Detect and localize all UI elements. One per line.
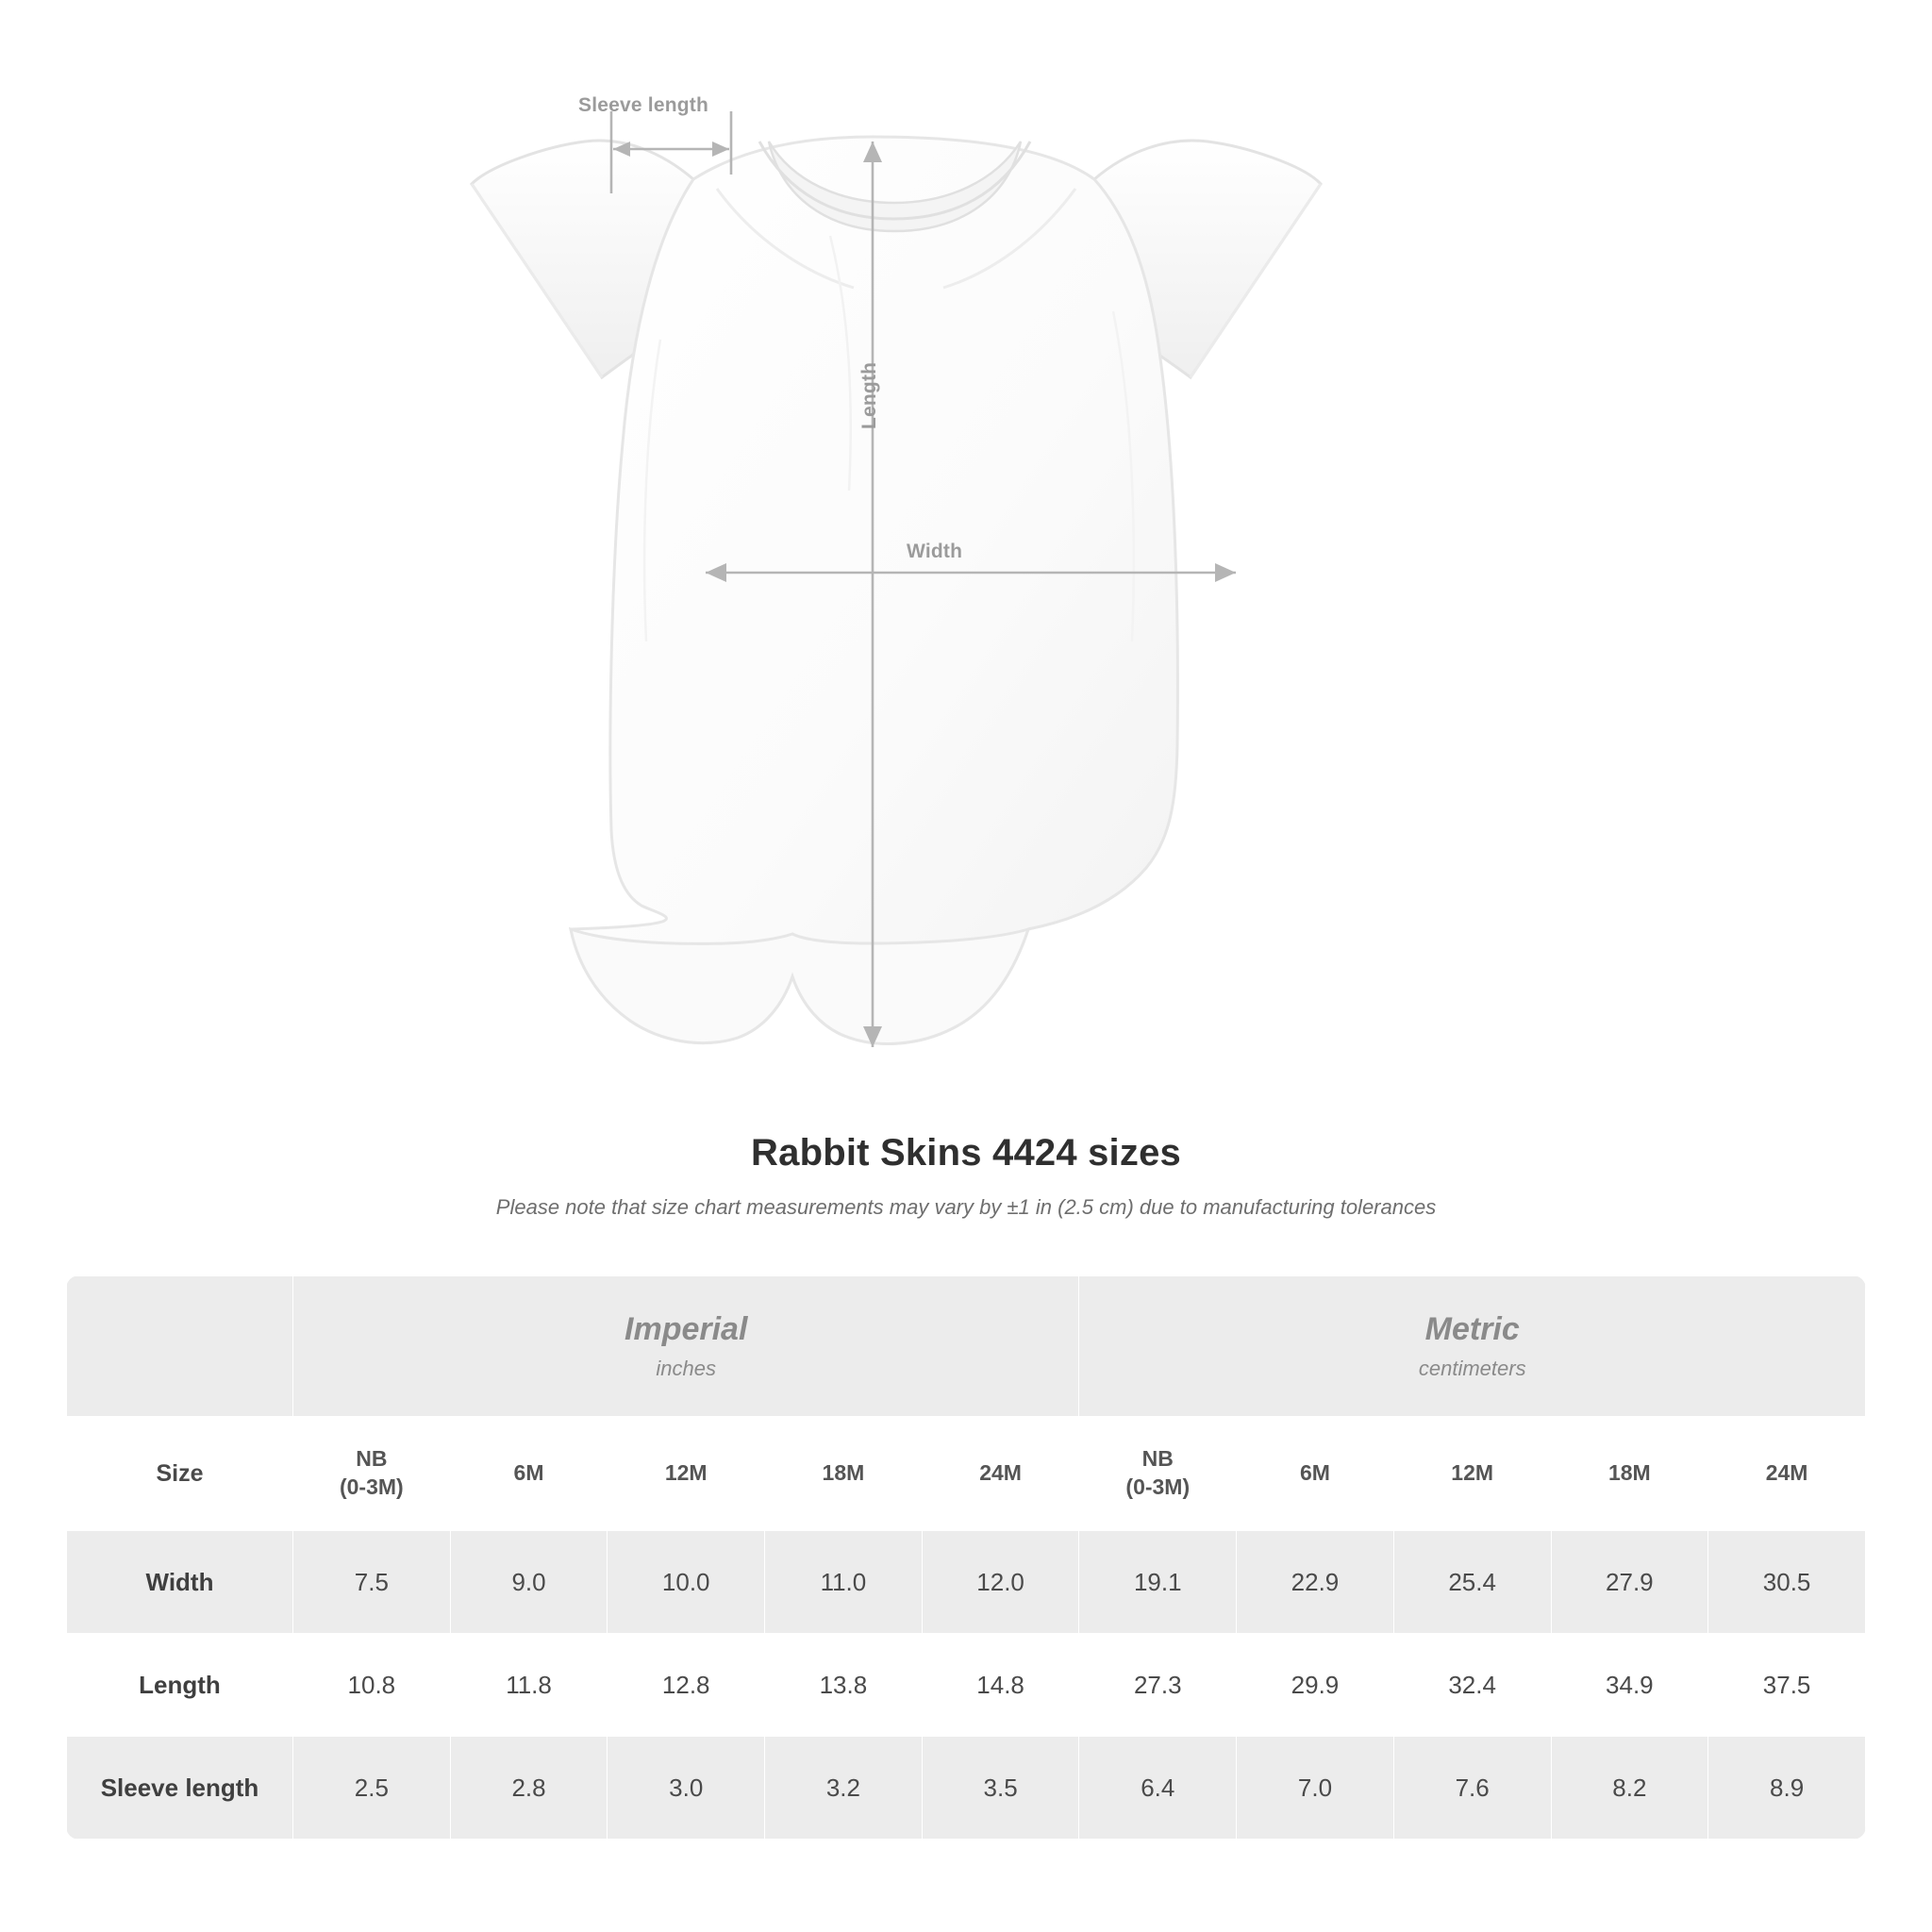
cell-width-metric-18m: 27.9	[1551, 1531, 1708, 1634]
cell-width-imperial-24m: 12.0	[922, 1531, 1079, 1634]
unit-metric-sub: centimeters	[1418, 1356, 1526, 1380]
cell-length-imperial-6m: 11.8	[450, 1634, 608, 1737]
cell-length-metric-18m: 34.9	[1551, 1634, 1708, 1737]
row-label-sleeve-length: Sleeve length	[67, 1737, 293, 1840]
cell-sleeve-imperial-24m: 3.5	[922, 1737, 1079, 1840]
size-table	[66, 1275, 1866, 1840]
cell-length-imperial-18m: 13.8	[765, 1634, 923, 1737]
row-label-width: Width	[67, 1531, 293, 1634]
cell-width-imperial-6m: 9.0	[450, 1531, 608, 1634]
cell-sleeve-metric-18m: 8.2	[1551, 1737, 1708, 1840]
column-header-metric-12m: 12M	[1393, 1417, 1551, 1531]
cell-sleeve-metric-12m: 7.6	[1393, 1737, 1551, 1840]
column-header-metric-nb	[1079, 1417, 1237, 1531]
column-header-imperial-18m: 18M	[765, 1417, 923, 1531]
column-header-line1: NB	[1141, 1446, 1174, 1472]
width-dimension-label: Width	[907, 541, 963, 562]
cell-sleeve-metric-nb: 6.4	[1079, 1737, 1237, 1840]
column-header-line1: NB	[356, 1446, 388, 1472]
cell-sleeve-imperial-nb: 2.5	[293, 1737, 451, 1840]
unit-group-metric	[1079, 1276, 1866, 1417]
cell-width-metric-6m: 22.9	[1237, 1531, 1394, 1634]
column-header-imperial-12m: 12M	[608, 1417, 765, 1531]
title-block	[0, 1132, 1932, 1220]
table-row	[67, 1634, 1866, 1737]
cell-width-metric-12m: 25.4	[1393, 1531, 1551, 1634]
length-dimension-label: Length	[858, 361, 880, 429]
sleeve-length-dimension-label: Sleeve length	[578, 94, 708, 116]
unit-metric-name: Metric	[1424, 1311, 1520, 1348]
cell-length-metric-12m: 32.4	[1393, 1634, 1551, 1737]
cell-length-metric-24m: 37.5	[1708, 1634, 1866, 1737]
cell-length-imperial-12m: 12.8	[608, 1634, 765, 1737]
table-row	[67, 1531, 1866, 1634]
unit-imperial-name: Imperial	[625, 1311, 748, 1348]
table-row	[67, 1737, 1866, 1840]
cell-length-metric-6m: 29.9	[1237, 1634, 1394, 1737]
size-table-wrapper	[66, 1275, 1866, 1840]
cell-width-metric-nb: 19.1	[1079, 1531, 1237, 1634]
cell-width-imperial-12m: 10.0	[608, 1531, 765, 1634]
cell-width-imperial-18m: 11.0	[765, 1531, 923, 1634]
cell-width-imperial-nb: 7.5	[293, 1531, 451, 1634]
column-header-imperial-nb	[293, 1417, 451, 1531]
column-header-line2: (0-3M)	[1125, 1474, 1191, 1499]
tolerance-note: Please note that size chart measurements may vary by ±1 in (2.5 cm) due to manufacturing tolerances	[495, 1195, 1437, 1219]
column-header-metric-6m: 6M	[1237, 1417, 1394, 1531]
unit-imperial-sub: inches	[656, 1356, 717, 1380]
cell-length-imperial-24m: 14.8	[922, 1634, 1079, 1737]
cell-length-imperial-nb: 10.8	[293, 1634, 451, 1737]
bodysuit-shape	[472, 137, 1321, 1043]
cell-sleeve-imperial-6m: 2.8	[450, 1737, 608, 1840]
cell-sleeve-imperial-18m: 3.2	[765, 1737, 923, 1840]
column-header-imperial-24m: 24M	[922, 1417, 1079, 1531]
size-header-row	[67, 1417, 1866, 1531]
cell-sleeve-imperial-12m: 3.0	[608, 1737, 765, 1840]
cell-length-metric-nb: 27.3	[1079, 1634, 1237, 1737]
cell-sleeve-metric-24m: 8.9	[1708, 1737, 1866, 1840]
cell-width-metric-24m: 30.5	[1708, 1531, 1866, 1634]
column-header-metric-24m: 24M	[1708, 1417, 1866, 1531]
column-header-line2: (0-3M)	[339, 1474, 404, 1499]
size-header-label: Size	[67, 1417, 293, 1531]
page-title: Rabbit Skins 4424 sizes	[751, 1132, 1181, 1174]
column-header-metric-18m: 18M	[1551, 1417, 1708, 1531]
column-header-imperial-6m: 6M	[450, 1417, 608, 1531]
cell-sleeve-metric-6m: 7.0	[1237, 1737, 1394, 1840]
row-label-length: Length	[67, 1634, 293, 1737]
unit-header-row	[67, 1276, 1866, 1417]
table-corner-cell	[67, 1276, 293, 1417]
unit-group-imperial	[293, 1276, 1079, 1417]
